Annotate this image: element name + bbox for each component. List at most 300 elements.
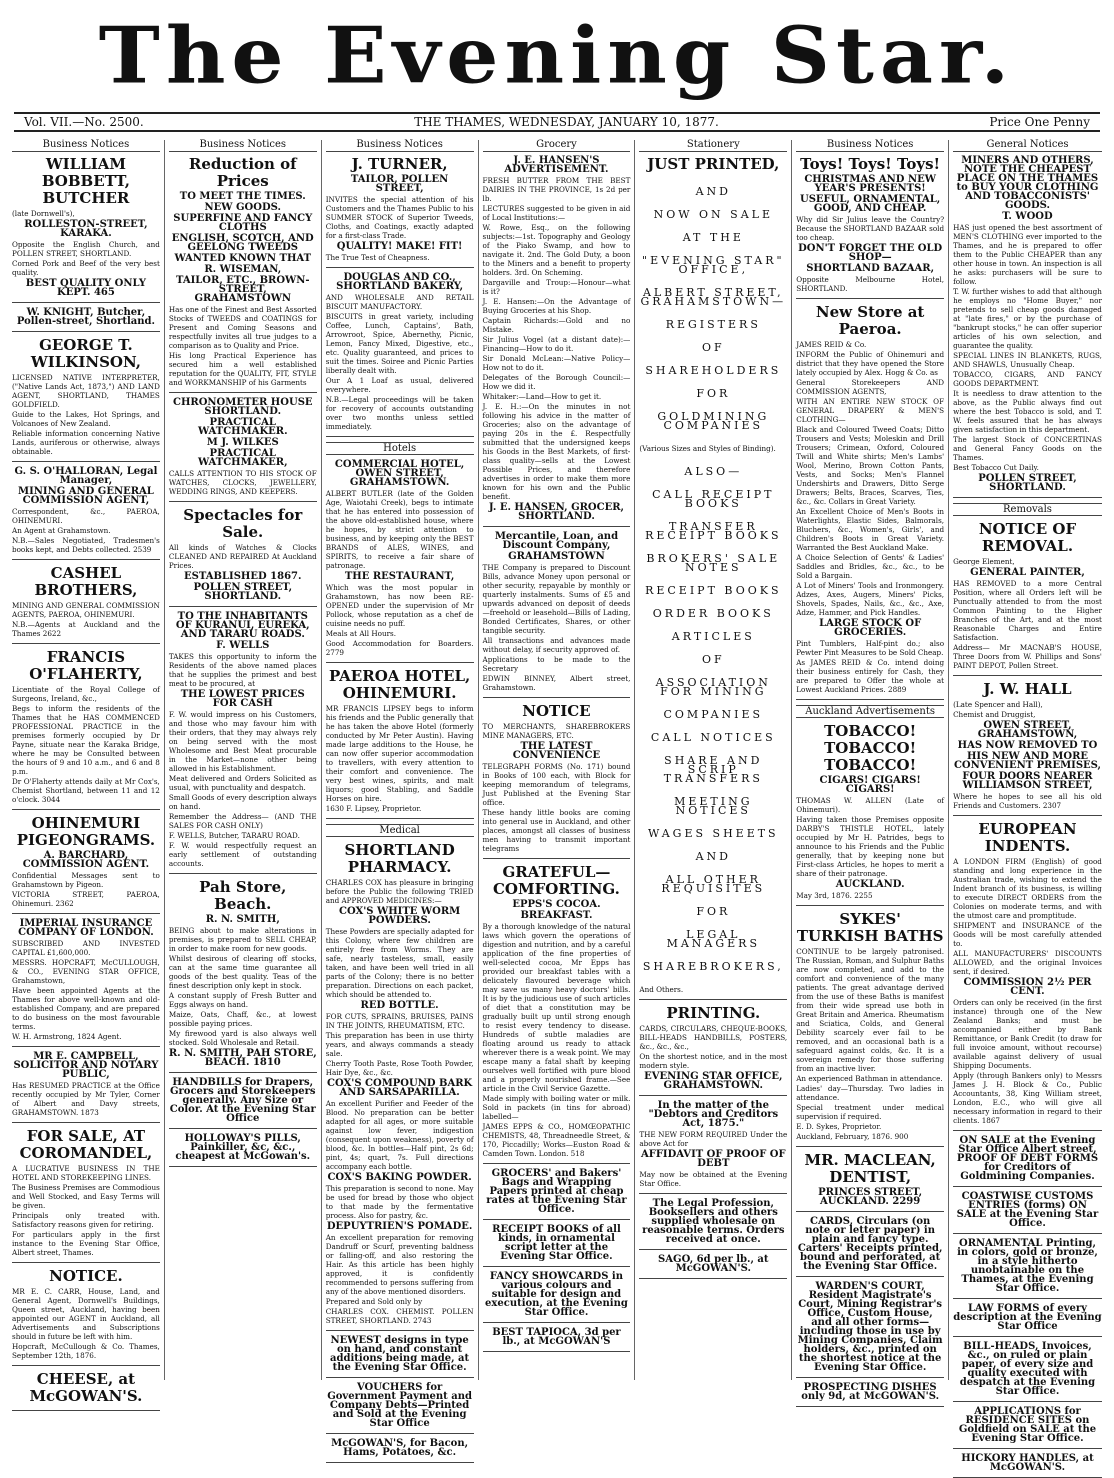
divider	[796, 1146, 944, 1147]
advertisement-text: (Late Spencer and Hall),	[953, 700, 1043, 709]
advertisement	[953, 1192, 1102, 1228]
advertisement-text: THE Company is prepared to Discount Bills, advance Money upon personal or other security, repayable by monthly or quarterly instalments. Sums of £5 and upwards advanced on deposit of deeds—freehold or leasehold—Bills of Lading, Bonded Certificates, Shares, or other tangible security.	[482, 563, 631, 635]
divider	[169, 1128, 317, 1129]
advertisement-text: ALBERT BUTLER (late of the Golden Age, Waiotahi Creek), begs to intimate that he has entered into possession of the above old-established house, where he hopes, by strict attention to business, and by keeping only the BEST BRANDS of ALES, WINES, and SPIRITS, to receive a fair share of patronage.	[325, 489, 474, 570]
advertisement-text: ESTABLISHED 1867.	[184, 571, 302, 582]
advertisement	[12, 1052, 160, 1117]
advertisement	[12, 1268, 160, 1360]
advertisement-text: CHARLES COX has pleasure in bringing before the Public the following TRIED and APPROVED MEDICINES:—	[325, 878, 474, 905]
advertisement-text: An excellent preparation for removing Dandruff or Scurf, preventing baldness or falling-off, and also restoring the Hair. As this article has been highly approved, it is confidently recommended to persons suffering from any of the above mentioned disorders.	[325, 1233, 474, 1296]
newspaper-title: The Evening Star.	[98, 10, 1016, 102]
advertisement-text: MEETING NOTICES	[674, 795, 753, 817]
advertisement	[12, 156, 160, 297]
advertisement-text: Our A 1 Loaf as usual, delivered everywhere.	[325, 376, 474, 394]
advertisement-text: FRESH BUTTER FROM THE BEST DAIRIES IN THE PROVINCE, 1s 2d per lb.	[482, 176, 631, 203]
advertisement-text: F. W. would impress on his Customers, and those who may favour him with their orders, that they may always rely on being served with the most Wholesome and Best Meat procurable in the Market—none other being allowed in his Establishment.	[168, 710, 317, 773]
divider	[169, 1072, 317, 1073]
advertisement-text: THE NEW FORM REQUIRED Under the above Act for	[639, 1130, 788, 1148]
advertisement	[326, 1439, 474, 1457]
divider	[483, 1266, 631, 1267]
section-heading: Removals	[953, 503, 1102, 516]
advertisement-text: CALL NOTICES	[650, 731, 776, 744]
advertisement-text: LECTURES suggested to be given in aid of Local Institutions:—	[482, 204, 631, 222]
advertisement-text: ASSOCIATION FOR MINING	[655, 676, 771, 698]
advertisement-text: (Various Sizes and Styles of Binding).	[639, 444, 776, 453]
advertisement-text: My firewood yard is also always well stocked. Sold Wholesale and Retail.	[168, 1029, 317, 1047]
place-date: THE THAMES, WEDNESDAY, JANUARY 10, 1877.	[414, 115, 719, 129]
column-heading: Business Notices	[796, 140, 944, 152]
advertisement-text: MINING AND GENERAL COMMISSION AGENT,	[18, 486, 154, 506]
advertisement-text: WITH AN ENTIRE NEW STOCK OF GENERAL DRAPERY & MEN'S CLOTHING—	[796, 397, 945, 424]
advertisement-text: THE RESTAURANT,	[344, 571, 455, 582]
advertisement-text: ALL OTHER REQUISITES	[661, 873, 766, 895]
advertisement-text: COMMISSION 2½ PER CENT.	[963, 977, 1092, 997]
divider	[953, 1130, 1102, 1131]
advertisement-text: OWEN STREET, GRAHAMSTOWN,	[977, 720, 1078, 740]
advertisement-text: Address— Mr MACNAB'S HOUSE, Three Doors from W. Phillips and Sons' PAINT DEPOT, Pollen Street.	[953, 643, 1102, 670]
divider	[483, 1351, 631, 1352]
advertisement-text: M J. WILKES	[206, 437, 279, 448]
advertisement-text: F. WELLS	[216, 640, 270, 651]
advertisement-heading: Spectacles for Sale.	[183, 506, 303, 541]
advertisement-text: Cherry Tooth Paste, Rose Tooth Powder, Hair Dye, &c., &c.	[325, 1059, 474, 1077]
advertisement-text: AT THE	[682, 231, 744, 244]
divider	[12, 1262, 160, 1263]
advertisement-heading: RECEIPT BOOKS of all kinds, in ornamental script letter at the Evening Star Office.	[492, 1224, 621, 1262]
advertisement-text: N.B.—Sales Negotiated, Tradesmen's books kept, and Debts collected. 2539	[12, 536, 160, 554]
advertisement-text: F. W. would respectfully request an early settlement of outstanding accounts.	[168, 841, 317, 868]
advertisement-text: J. E. HANSEN, GROCER, SHORTLAND.	[488, 502, 624, 522]
advertisement-text: Delegates of the Borough Council:—How we did it.	[482, 373, 631, 391]
advertisement	[953, 821, 1102, 1125]
advertisement	[12, 565, 160, 638]
advertisement	[483, 1225, 631, 1261]
advertisement-text: T. WOOD	[1002, 211, 1053, 222]
advertisement	[169, 879, 317, 1067]
advertisement-text: RED BOTTLE.	[360, 1000, 439, 1011]
advertisement-text: Having taken those Premises opposite DARBY'S THISTLE HOTEL, lately occupied by Mr H. Patrides, begs to announce to his Friends and the Public generally, that by keeping none but First-class Articles, he hopes to merit a share of their patronage.	[796, 815, 945, 878]
advertisement	[953, 1239, 1102, 1293]
divider	[169, 873, 317, 874]
advertisement-text: Meals at All Hours.	[325, 629, 397, 638]
advertisement-heading: TO THE INHABITANTS OF KURANUI, EUREKA, AND TARARU ROADS.	[175, 611, 310, 640]
advertisement-text: Remember the Address— (AND THE SALES FOR CASH ONLY)	[168, 812, 317, 830]
advertisement-text: R. WISEMAN,	[204, 264, 282, 275]
advertisement-text: A Choice Selection of Gents' & Ladies' Saddles and Bridles, &c., &c., to be Sold a Bargain.	[796, 553, 945, 580]
divider	[483, 1163, 631, 1164]
column-7	[949, 139, 1106, 1473]
advertisement-heading: G. S. O'HALLORAN, Legal Manager,	[14, 466, 158, 486]
advertisement-heading: PAEROA HOTEL, OHINEMURI.	[328, 667, 471, 702]
advertisement	[169, 1078, 317, 1123]
advertisement-text: J. E. Hansen:—On the Advantage of Buying Groceries at his Shop.	[482, 297, 631, 315]
column-heading: Grocery	[483, 140, 631, 152]
advertisement-heading: TOBACCO! TOBACCO! TOBACCO!	[824, 722, 917, 774]
advertisement	[169, 507, 317, 601]
advertisement	[12, 919, 160, 1041]
advertisement-text: OF	[701, 653, 725, 666]
advertisement-text: EVENING STAR OFFICE, GRAHAMSTOWN.	[644, 1071, 783, 1091]
advertisement-text: For particulars apply in the first instance to the Evening Star Office, Albert street, Thames.	[12, 1230, 160, 1257]
advertisement-text: Where he hopes to see all his old Friends and Customers. 2307	[953, 792, 1102, 810]
advertisement-text: J. E. H.:—On the minutes in not following his advice in the matter of Groceries; also on the advantage of paying 20s in the £. Respectfully submitted that the undersigned keeps his Goods in the Best Markets, of first-class quality—sells at the Lowest Possible Prices, and therefore advertises in order to make them more known for his own and the Public benefit.	[482, 402, 631, 501]
advertisement-text: FOR	[696, 905, 731, 918]
advertisement-text: These handy little books are coming into general use in Auckland, and other places, amongst all classes of business men having to transmit important telegrams	[482, 808, 631, 853]
advertisement-text: EPPS'S COCOA.	[512, 899, 601, 910]
advertisement-heading: EUROPEAN INDENTS.	[978, 820, 1077, 855]
advertisement-heading: HANDBILLS for Drapers, Grocers and Storekeepers generally. Any Size or Color. At the Evening Star Office	[169, 1077, 316, 1124]
advertisement-text: TOBACCO, CIGARS, AND FANCY GOODS DEPARTMENT.	[953, 370, 1102, 388]
advertisement-text: Black and Coloured Tweed Coats; Ditto Trousers and Vests; Moleskin and Drill Trousers; Crimean, Oxford, Coloured Twill and White shirts; Men's Lambs' Wool, Merino, Brown Cotton Pants, Vests, and Socks; Men's Flannel Undershirts and Drawers, Ditto Serge Drawers; Belts, Braces, Scarves, Ties, &c., &c. Collars in Great Variety.	[796, 425, 945, 506]
advertisement-text: MR FRANCIS LIPSEY begs to inform his friends and the Public generally that he has taken the above Hotel (formerly conducted by Mr Peter Austin). Having made large additions to the House, he can now offer superior accommodation to travellers, with every attention to their comfort and convenience. The very best wines, spirits, and malt liquors; good Stabling, and Saddle Horses on hire.	[325, 704, 474, 803]
advertisement-text: CHARLES COX. CHEMIST. POLLEN STREET, SHORTLAND. 2743	[325, 1307, 474, 1325]
advertisement-text: Special treatment under medical supervision if required.	[796, 1103, 945, 1121]
advertisement-heading: CHEESE, at McGOWAN'S.	[29, 1370, 143, 1405]
advertisement-heading: CHRONOMETER HOUSE SHORTLAND.	[172, 397, 313, 417]
advertisement-heading: HICKORY HANDLES, at McGOWAN'S.	[961, 1453, 1094, 1473]
advertisement-text: (late Dornwell's),	[12, 209, 75, 218]
advertisement-text: JAMES EPPS & CO., HOMŒOPATHIC CHEMISTS, 48, Threadneedle Street, & 170, Piccadilly; Works—Euston Road & Camden Town. London. 518	[482, 1122, 631, 1158]
advertisement-text: COX'S COMPOUND BARK AND SARSAPARILLA.	[327, 1078, 473, 1098]
advertisement-text: TAKES this opportunity to inform the Residents of the above named places that he supplies the primest and best meat to be procured, at	[168, 652, 317, 688]
advertisement	[796, 1152, 944, 1206]
advertisement-heading: Reduction of Prices	[188, 155, 297, 190]
advertisement	[12, 1371, 160, 1405]
advertisement-text: SPECIAL LINES IN BLANKETS, RUGS, AND SHAWLS, Unusually Cheap.	[953, 351, 1102, 369]
advertisement-text: AND	[695, 185, 731, 198]
advertisement-text: GOLDMINING COMPANIES	[657, 410, 770, 432]
section-heading: Medical	[326, 824, 474, 837]
advertisement-text: An Excellent Choice of Men's Boots in Waterlights, Elastic Sides, Balmorals, Bluchers, &c., Women's, Girls', and Children's Boots in Great Variety. Warranted the Best Auckland Make.	[796, 507, 945, 552]
divider	[326, 1377, 474, 1378]
advertisement-text: SHAREHOLDERS	[645, 364, 782, 377]
advertisement-text: As JAMES REID & Co. intend doing their business entirely for Cash, they are prepared to Offer the whole at Lowest Auckland Prices. 2889	[796, 658, 945, 694]
advertisement	[12, 815, 160, 908]
advertisement	[169, 156, 317, 387]
advertisement	[326, 273, 474, 431]
divider	[796, 1377, 944, 1378]
advertisement	[12, 649, 160, 804]
advertisement-text: George Element,	[953, 557, 1015, 566]
advertisement	[953, 1136, 1102, 1181]
divider	[639, 999, 787, 1000]
advertisement-text: Opposite Melbourne Hotel, SHORTLAND.	[796, 275, 945, 293]
divider	[639, 1249, 787, 1250]
advertisement-heading: DOUGLAS AND CO., SHORTLAND BAKERY,	[336, 272, 464, 292]
advertisement-text: Dr O'Flaherty attends daily at Mr Cox's, Chemist Shortland, between 11 and 12 o'clock. 3044	[12, 777, 160, 804]
advertisement-text: MINING AND GENERAL COMMISSION AGENTS, PAEROA, OHINEMURI.	[12, 601, 160, 619]
advertisement	[639, 1005, 787, 1090]
advertisement-heading: PROSPECTING DISHES only 9d, at McGOWAN'S.	[801, 1382, 940, 1402]
divider	[326, 267, 474, 268]
advertisement-text: Begs to inform the residents of the Thames that he HAS COMMENCED PROFESSIONAL PRACTICE in the premises formerly occupied by Dr Payne, situate near the Karaka Bridge, where he may be Consulted between the hours of 9 and 10 a.m., and 6 and 8 p.m.	[12, 704, 160, 776]
advertisement-text: CARDS, CIRCULARS, CHEQUE-BOOKS, BILL-HEADS HANDBILLS, POSTERS, &c., &c., &c.,	[639, 1024, 788, 1051]
advertisement-text: ALL MANUFACTURERS' DISCOUNTS ALLOWED, and the original Invoices sent, if desired.	[953, 949, 1102, 976]
advertisement	[796, 156, 944, 293]
advertisement-text: DON'T FORGET THE OLD SHOP—	[798, 243, 943, 263]
advertisement-text: Reliable information concerning Native Lands, auriferous or otherwise, always obtainable.	[12, 429, 160, 456]
advertisement-heading: IMPERIAL INSURANCE COMPANY OF LONDON.	[18, 918, 154, 938]
column-3	[322, 139, 479, 1458]
advertisement-text: CIGARS! CIGARS! CIGARS!	[819, 775, 921, 795]
advertisement-text: Corned Pork and Beef of the very best quality.	[12, 259, 160, 277]
divider	[12, 643, 160, 644]
advertisement-heading: J. TURNER,	[351, 155, 448, 173]
advertisement-text: INVITES the special attention of his Customers and the Thames Public to his SUMMER STOCK of Superior Tweeds, Cloths, and Coatings, exactly adapted for a first-class Trade.	[325, 195, 474, 240]
advertisement-text: OF	[701, 341, 725, 354]
divider	[953, 1233, 1102, 1234]
divider	[483, 526, 631, 527]
advertisement	[953, 1342, 1102, 1396]
divider	[639, 1278, 787, 1279]
divider	[12, 559, 160, 560]
advertisement-text: Principals only treated with. Satisfactory reasons given for retiring.	[12, 1211, 160, 1229]
advertisement	[483, 864, 631, 1158]
advertisement-text: Why did Sir Julius leave the Country? Because the SHORTLAND BAZAAR sold too cheap.	[796, 215, 945, 242]
advertisement-text: PRINCES STREET, AUCKLAND. 2299	[818, 1187, 923, 1207]
advertisement-text: On the shortest notice, and in the most modern style.	[639, 1052, 788, 1070]
advertisement-text: Which was the most popular in Grahamstown, has now been RE-OPENED under the supervision of Mr Pollock, whose reputation as a chef de cuisine needs no puff.	[325, 583, 474, 628]
advertisement-heading: LAW FORMS of every description at the Evening Star Office	[953, 1303, 1102, 1332]
advertisement-heading: J. W. HALL	[983, 680, 1072, 698]
divider	[169, 1166, 317, 1167]
advertisement-text: May 3rd, 1876. 2255	[796, 891, 873, 900]
advertisement-text: All kinds of Watches & Clocks CLEANED AND REPAIRED At Auckland Prices.	[168, 543, 317, 570]
advertisement-heading: GROCERS' and Bakers' Bags and Wrapping Papers printed at cheap rates at the Evening Star Office.	[486, 1168, 627, 1215]
advertisement-text: It is needless to draw attention to the above, as the Public always find out where the best Tobacco is sold, and T. W. feels assured that he has always given satisfaction in this department.	[953, 389, 1102, 434]
advertisement-heading: Pah Store, Beach.	[199, 878, 287, 913]
advertisement-text: THE LATEST CONVENIENCE	[512, 741, 601, 761]
advertisement-text: Prepared and Sold only by	[325, 1297, 423, 1306]
advertisement-heading: FANCY SHOWCARDS in various colours and suitable for design and execution, at the Evening Star Office.	[485, 1271, 628, 1318]
advertisement-text: VICTORIA STREET, PAEROA, Ohinemuri. 2362	[12, 890, 160, 908]
advertisement-heading: OHINEMURI PIGEONGRAMS.	[16, 814, 156, 849]
advertisement-text: MESSRS. HOPCRAFT, McCULLOUGH, & CO., EVENING STAR OFFICE, Grahamstown,	[12, 958, 160, 985]
advertisement-heading: APPLICATIONS for RESIDENCE SITES on Goldfield on SALE at the Evening Star Office.	[958, 1406, 1097, 1444]
volume-number: Vol. VII.—No. 2500.	[24, 115, 144, 129]
divider	[12, 1365, 160, 1366]
divider	[796, 905, 944, 906]
advertisement-text: EDWIN BINNEY, Albert street, Grahamstown.	[482, 674, 631, 692]
advertisement-text: Small Goods of every description always on hand.	[168, 793, 317, 811]
advertisement-heading: SYKES' TURKISH BATHS	[796, 910, 944, 945]
advertisement-text: The largest Stock of CONCERTINAS and General Fancy Goods on the Thames.	[953, 435, 1102, 462]
advertisement-text: May now be obtained at the Evening Star Office.	[639, 1170, 788, 1188]
advertisement-text: TELEGRAPH FORMS (No. 171) bound in Books of 100 each, with Block for keeping memorandum of telegrams, Just Published at the Evening Star office.	[482, 762, 631, 807]
dateline	[14, 112, 1100, 132]
advertisement	[483, 1169, 631, 1214]
advertisement-text: THOMAS W. ALLEN (Late of Ohinemuri).	[796, 796, 945, 814]
advertisement-heading: COMMERCIAL HOTEL, OWEN STREET, GRAHAMSTOWN.	[334, 459, 465, 488]
advertisement-heading: NEWEST designs in type on hand, and constant additions being made, at the Evening Star Office.	[330, 1335, 470, 1373]
advertisement-text: GRAHAMSTOWN	[508, 551, 605, 562]
advertisement-text: SHAREBROKERS,	[642, 960, 784, 973]
advertisement-heading: New Store at Paeroa.	[815, 303, 925, 338]
advertisement	[12, 308, 160, 326]
advertisement-text: Chemist and Druggist,	[953, 710, 1036, 719]
advertisement	[796, 911, 944, 1141]
advertisement	[169, 1134, 317, 1161]
advertisement-heading: SAGO, 6d per lb., at McGOWAN'S.	[658, 1254, 769, 1274]
divider	[483, 1219, 631, 1220]
advertisement	[483, 1272, 631, 1317]
column-5	[635, 140, 792, 1380]
advertisement-text: Opposite the English Church, and POLLEN STREET, SHORTLAND.	[12, 240, 160, 258]
advertisement-text: REGISTERS	[665, 318, 761, 331]
advertisement-text: GENERAL PAINTER,	[970, 567, 1085, 578]
advertisement-text: Sir Julius Vogel (at a distant date):—Financing—How to do it.	[482, 335, 631, 353]
advertisement-heading: HOLLOWAY'S PILLS, Painkiller, &c, &c., cheapest at McGowan's.	[175, 1133, 311, 1162]
column-heading: Stationery	[639, 140, 787, 152]
advertisement-text: HAS just opened the best assortment of MEN'S CLOTHING ever imported to the Thames, and he is prepared to offer them to the Public CHEAPER than any other house in town. An inspection is all he asks: purchasers will be sure to follow.	[953, 223, 1102, 286]
advertisement-text: LICENSED NATIVE INTERPRETER, ("Native Lands Act, 1873,") AND LAND AGENT, SHORTLAND, THAMES GOLDFIELD.	[12, 373, 160, 409]
advertisement-text: ENGLISH, SCOTCH, AND GEELONG TWEEDS	[171, 233, 314, 253]
divider	[326, 818, 474, 819]
advertisement-text: SHIPMENT and INSURANCE of the Goods will be most carefully attended to.	[953, 921, 1102, 948]
advertisement-text: WAGES SHEETS	[647, 827, 779, 840]
advertisement	[796, 723, 944, 900]
advertisement-text: This preparation has been in use thirty years, and always commands a steady sale.	[325, 1031, 474, 1058]
advertisement-text: Good Accommodation for Boarders. 2779	[325, 639, 474, 657]
divider	[12, 302, 160, 303]
advertisement-text: F. WELLS, Butcher, TARARU ROAD.	[168, 831, 300, 840]
divider	[12, 331, 160, 332]
advertisement-heading: FRANCIS O'FLAHERTY,	[29, 648, 143, 683]
advertisement-text: Hopcraft, McCullough & Co. Thames, September 12th, 1876.	[12, 1342, 160, 1360]
advertisement-text: MR E. C. CARR, House, Land, and General Agent, Dornwell's Buildings, Queen street, Auckland, having been appointed our AGENT in Auckland, all Advertisements and Subscriptions should in future be left with him.	[12, 1287, 160, 1341]
advertisement	[953, 521, 1102, 670]
advertisement	[326, 842, 474, 1325]
advertisement-text: A LONDON FIRM (English) of good standing and long experience in the Australian trade, wishing to extend the Indent branch of its business, is willing to execute DIRECT ORDERS from the Colonies on moderate terms, and with the utmost care and promptitude.	[953, 857, 1102, 920]
advertisement-heading: NOTICE	[522, 702, 591, 720]
advertisement-text: Dargaville and Troup:—Honour—what is it?	[482, 278, 631, 296]
advertisement-text: Captain Richards:—Gold and no Mistake.	[482, 316, 631, 334]
advertisement-text: T. W. further wishes to add that although he employs no "Home Buyer," nor pretends to sell cheap goods damaged at "late fires," or by the purchase of "bankrupt stocks," he can offer superior articles of his own selection, and guarantee the quality.	[953, 287, 1102, 350]
advertisement-text: 1630 F. Lipsey, Proprietor.	[325, 804, 422, 813]
advertisement-text: Whitaker:—Land—How to get it.	[482, 392, 602, 401]
advertisement-text: BEING about to make alterations in premises, is prepared to SELL CHEAP, in order to make room for new goods.	[168, 926, 317, 953]
section-heading: Hotels	[326, 442, 474, 455]
advertisement-text: PRACTICAL WATCHMAKER,	[197, 448, 288, 468]
advertisement-text: R. N. SMITH,	[205, 914, 280, 925]
advertisement-text: W. Rowe, Esq., on the following subjects:—1st. Topography and Geology of the Piako Swamp, and how to navigate it. 2nd. The Gold Duty, a boon to the Miners and a benefit to property holders. 3rd. On Scheming.	[482, 223, 631, 277]
advertisement-heading: MR. MACLEAN, DENTIST,	[804, 1151, 936, 1186]
advertisement	[12, 1128, 160, 1257]
divider	[953, 1336, 1102, 1337]
divider	[12, 913, 160, 914]
advertisement-text: Ladies' day—Thursday. Two ladies in attendance.	[796, 1084, 945, 1102]
divider	[953, 497, 1102, 498]
column-2	[165, 140, 322, 1380]
divider	[326, 662, 474, 663]
advertisement	[326, 1336, 474, 1372]
advertisement-text: COMPANIES	[663, 708, 764, 721]
advertisement-heading: NOTICE OF REMOVAL.	[978, 520, 1077, 555]
advertisement-text: COX'S BAKING POWDER.	[327, 1172, 472, 1183]
divider	[12, 1410, 160, 1411]
advertisement-text: Auckland, February, 1876. 900	[796, 1132, 909, 1141]
divider	[796, 1211, 944, 1212]
advertisement-text: AND	[695, 850, 731, 863]
advertisement	[639, 1255, 787, 1273]
advertisement-text: ALSO—	[684, 465, 743, 478]
column-6	[792, 139, 949, 1402]
divider	[796, 1406, 944, 1407]
column-heading: Business Notices	[169, 140, 317, 152]
advertisement	[12, 467, 160, 554]
divider	[639, 1193, 787, 1194]
divider	[12, 809, 160, 810]
advertisement-text: SHORTLAND BAZAAR,	[806, 263, 935, 274]
advertisement-heading: VOUCHERS for Government Payment and Company Debts—Printed and Sold at the Evening Star Office	[327, 1382, 473, 1429]
column-heading: General Notices	[953, 140, 1102, 152]
advertisement-text: BISCUITS in great variety, including Coffee, Lunch, Captains', Bath, Arrowroot, Spice, Abernethy, Picnic, Lemon, Fancy Mixed, Digestive, etc., etc. Quality guaranteed, and prices to suit the times. Soiree and Picnic Parties liberally dealt with.	[325, 312, 474, 375]
advertisement-heading: NOTICE.	[49, 1267, 123, 1285]
advertisement-text: CALLS ATTENTION TO HIS STOCK OF WATCHES, CLOCKS, JEWELLERY, WEDDING RINGS, AND KEEPERS.	[168, 469, 317, 496]
advertisement-text: CONTINUE to be largely patronised. The Russian, Roman, and Sulphur Baths are now completed, and add to the comfort and convenience of the many patients. The great advantage derived from the use of these Baths is manifest from their wide spread use both in Great Britain and America. Rheumatism and Sciatica, Colds, and General Debility scarcely ever fail to be removed, and an occasional bath is a safeguard against colds, &c. It is a sovereign remedy for those suffering from an inactive liver.	[796, 947, 945, 1073]
divider	[326, 1462, 474, 1463]
advertisement	[639, 1199, 787, 1244]
advertisement	[326, 1383, 474, 1428]
advertisement-text: E. D. Sykes, Proprietor.	[796, 1122, 882, 1131]
divider	[953, 675, 1102, 676]
advertisement-text: Orders can only be received (in the first instance) through one of the New Zealand Banks; and must be accompanied either by Bank Remittance, or Bank Credit (to draw for full invoice amount, without recourse) available against delivery of usual Shipping Documents.	[953, 998, 1102, 1070]
advertisement-heading: ON SALE at the Evening Star Office Albert street, PROOF OF DEBT FORMS for Creditors of Goldmining Companies.	[956, 1135, 1099, 1182]
advertisement-text: SUBSCRIBED AND INVESTED CAPITAL £1,600,000.	[12, 939, 160, 957]
advertisement-text: NEW GOODS.	[204, 202, 281, 213]
divider	[483, 697, 631, 698]
advertisement-heading: FOR SALE, AT COROMANDEL,	[19, 1127, 153, 1162]
advertisement	[953, 1454, 1102, 1472]
advertisement-text: BROKERS' SALE NOTES	[646, 552, 781, 574]
page-columns	[8, 139, 1106, 1473]
advertisement-text: BREAKFAST.	[520, 910, 593, 921]
advertisement-text: SHARE AND SCRIP TRANSFERS	[663, 754, 763, 785]
advertisement-text: HIS NEW AND MORE CONVENIENT PREMISES,	[953, 751, 1102, 771]
advertisement-heading: ORNAMENTAL Printing, in colors, gold or bronze, in a style hitherto unobtainable on the Thames, at the Evening Star Office.	[957, 1238, 1098, 1294]
advertisement-text: TRANSFER RECEIPT BOOKS	[645, 520, 782, 542]
advertisement-heading: Mercantile, Loan, and Discount Company,	[494, 531, 619, 551]
advertisement-text: Pint Tumblers, Half-pint do.; also Pewter Pint Measures to be Sold Cheap.	[796, 639, 945, 657]
advertisement-text: COX'S WHITE WORM POWDERS.	[338, 906, 461, 926]
advertisement-heading: PRINTING.	[666, 1004, 761, 1022]
advertisement	[326, 460, 474, 657]
divider	[796, 699, 944, 700]
advertisement-text: USEFUL, ORNAMENTAL, GOOD, AND CHEAP.	[799, 194, 941, 214]
divider	[12, 1046, 160, 1047]
advertisement-heading: BEST TAPIOCA, 3d per lb., at McGOWAN'S	[492, 1327, 621, 1347]
advertisement-text: An excellent Purifier and Feeder of the Blood. No preparation can be better adapted for all ages, or more suitable against low fever, indigestion (consequent upon weakness), poverty of blood, &c. In bottles—Half pint, 2s 6d; pint, 4s; quart, 7s. Full directions accompany each bottle.	[325, 1099, 474, 1171]
divider	[953, 1186, 1102, 1187]
divider	[326, 1330, 474, 1331]
advertisement-text: LARGE STOCK OF GROCERIES.	[819, 618, 922, 638]
divider	[953, 1298, 1102, 1299]
advertisement-text: TAILOR, POLLEN STREET,	[350, 174, 449, 194]
divider	[326, 436, 474, 437]
advertisement-heading: MR E. CAMPBELL, SOLICITOR AND NOTARY PUBLIC,	[13, 1051, 159, 1080]
advertisement-text: Meat delivered and Orders Solicited as usual, with punctuality and despatch.	[168, 774, 317, 792]
divider	[169, 392, 317, 393]
advertisement	[953, 1304, 1102, 1331]
advertisement-text: Sir Donald McLean:—Native Policy—How not to do it.	[482, 354, 631, 372]
advertisement	[483, 156, 631, 521]
advertisement-text: AFFIDAVIT OF PROOF OF DEBT	[640, 1149, 786, 1169]
advertisement-text: His long Practical Experience has secured him a well established reputation for the QUALITY, FIT, STYLE and WORKMANSHIP of his Garments	[168, 351, 317, 387]
advertisement-text: And Others.	[639, 985, 684, 994]
advertisement-text: An experienced Bathman in attendance.	[796, 1074, 943, 1083]
advertisement	[483, 1328, 631, 1346]
advertisement-text: W. H. Armstrong, 1824 Agent.	[12, 1032, 122, 1041]
